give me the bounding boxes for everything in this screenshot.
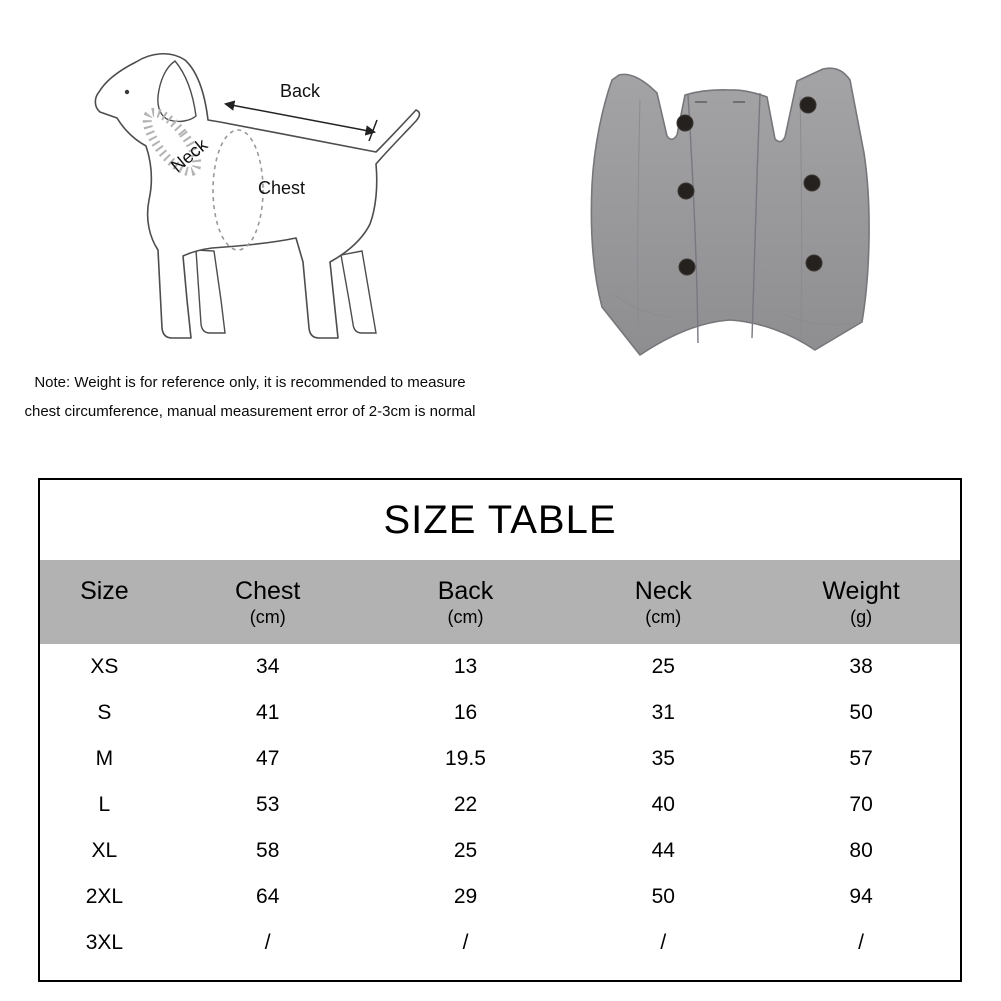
- table-cell: M: [95, 747, 114, 770]
- table-row: [40, 920, 960, 966]
- col-header-size: [40, 560, 169, 644]
- vest-button: [800, 97, 816, 113]
- table-cell: 38: [849, 655, 873, 678]
- back-label: Back: [279, 81, 321, 101]
- col-unit: (cm): [447, 607, 484, 627]
- col-unit: (cm): [249, 607, 286, 627]
- col-header-neck: [564, 560, 762, 644]
- table-cell: 19.5: [445, 747, 486, 770]
- table-cell: 41: [256, 701, 280, 724]
- table-cell: 25: [453, 839, 478, 862]
- table-cell: 44: [651, 839, 675, 862]
- measurement-note: [20, 368, 480, 426]
- table-cell: 31: [651, 701, 675, 724]
- size-table-title: SIZE TABLE: [383, 498, 617, 542]
- dog-far-front-leg: [196, 250, 225, 333]
- table-cell: 47: [256, 747, 280, 770]
- table-cell: 13: [453, 655, 478, 678]
- table-row: [40, 782, 960, 828]
- chest-label: Chest: [258, 178, 306, 198]
- table-cell: L: [98, 793, 111, 816]
- table-cell: /: [660, 931, 667, 954]
- table-cell: 25: [651, 655, 675, 678]
- table-cell: 2XL: [85, 885, 124, 908]
- table-cell: 35: [651, 747, 675, 770]
- vest-button: [678, 183, 694, 199]
- table-cell: /: [858, 931, 865, 954]
- table-row: [40, 828, 960, 874]
- note-line-2: chest circumference, manual measurement error of 2-3cm is normal: [24, 403, 476, 420]
- table-cell: S: [97, 701, 112, 724]
- table-row: [40, 874, 960, 920]
- col-label: Size: [80, 577, 129, 605]
- table-cell: XL: [91, 839, 118, 862]
- table-cell: 40: [651, 793, 675, 816]
- table-cell: /: [264, 931, 271, 954]
- col-unit: (cm): [645, 607, 682, 627]
- table-cell: 94: [849, 885, 873, 908]
- table-cell: 29: [453, 885, 478, 908]
- table-cell: 80: [849, 839, 873, 862]
- note-line-1: Note: Weight is for reference only, it is recommended to measure: [34, 374, 466, 391]
- back-measure-tick: [369, 120, 377, 141]
- table-cell: 53: [256, 793, 280, 816]
- table-cell: 34: [256, 655, 280, 678]
- table-cell: 3XL: [85, 931, 124, 954]
- col-label: Weight: [822, 577, 900, 605]
- table-cell: 16: [453, 701, 478, 724]
- table-cell: 22: [453, 793, 478, 816]
- table-row: [40, 736, 960, 782]
- table-cell: 64: [256, 885, 280, 908]
- col-header-back: [367, 560, 565, 644]
- table-cell: 70: [849, 793, 873, 816]
- col-unit: (g): [850, 607, 873, 627]
- table-cell: XS: [90, 655, 119, 678]
- neck-label: Neck: [167, 134, 212, 177]
- dog-eye: [125, 90, 129, 94]
- table-row: [40, 644, 960, 690]
- table-cell: 58: [256, 839, 280, 862]
- table-cell: 50: [651, 885, 675, 908]
- col-header-chest: [169, 560, 367, 644]
- col-label: Chest: [235, 577, 301, 605]
- col-label: Neck: [634, 577, 692, 605]
- vest-button: [679, 259, 695, 275]
- table-cell: /: [462, 931, 469, 954]
- dog-far-hind-leg: [341, 251, 376, 333]
- dog-vest-photo: [545, 45, 915, 395]
- dog-measurement-diagram: [0, 0, 520, 360]
- vest-button: [804, 175, 820, 191]
- vest-body: [591, 68, 869, 355]
- table-cell: 57: [849, 747, 873, 770]
- vest-button: [806, 255, 822, 271]
- col-unit: [40, 606, 169, 628]
- col-header-weight: [762, 560, 960, 644]
- vest-button: [677, 115, 693, 131]
- size-table-header-row: [40, 560, 960, 644]
- table-row: [40, 690, 960, 736]
- table-cell: 50: [849, 701, 873, 724]
- size-table: [38, 478, 962, 982]
- col-label: Back: [437, 577, 494, 605]
